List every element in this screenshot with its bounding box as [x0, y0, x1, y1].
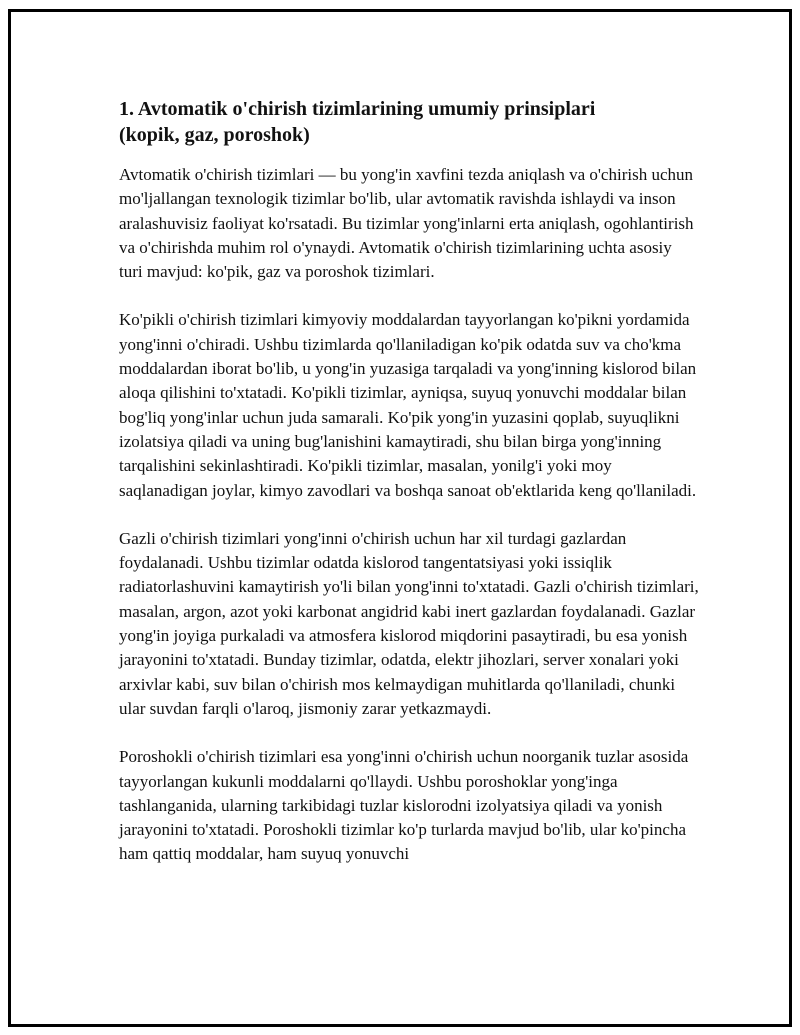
page-frame — [8, 9, 792, 1027]
section-heading-line-2: (kopik, gaz, poroshok) — [119, 124, 310, 146]
paragraph-foam-systems: Ko'pikli o'chirish tizimlari kimyoviy moddalardan tayyorlangan ko'pikni yordamida yong'inni o'chiradi. Ushbu tizimlarda qo'llaniladigan ko'pik odatda suv va cho'kma moddalardan iborat bo'lib, u yong'in yuzasiga tarqaladi va yong'inning kislorod bilan aloqa qilishini to'xtatadi. Ko'pikli tizimlar, ayniqsa, suyuq yonuvchi moddalar bilan bog'liq yong'inlar uchun juda samarali. Ko'pik yong'in yuzasini qoplab, suyuqlikni izolatsiya qiladi va uning bug'lanishini kamaytiradi, shu bilan birga yong'inning tarqalishini sekinlashtiradi. Ko'pikli tizimlar, masalan, yonilg'i yoki moy saqlanadigan joylar, kimyo zavodlari va boshqa sanoat ob'ektlarida keng qo'llaniladi. — [119, 310, 697, 500]
paragraph-powder-systems: Poroshokli o'chirish tizimlari esa yong'inni o'chirish uchun noorganik tuzlar asosida tayyorlangan kukunli moddalarni qo'llaydi. Ushbu poroshoklar yong'inga tashlanganida, ularning tarkibidagi tuzlar kislorodni izolyatsiya qiladi va yonish jarayonini to'xtatadi. Poroshokli tizimlar ko'p turlarda mavjud bo'lib, ular ko'pincha ham qattiq moddalar, ham suyuq yonuvchi — [119, 747, 689, 864]
document-content — [119, 96, 699, 867]
paragraph-gas-systems: Gazli o'chirish tizimlari yong'inni o'chirish uchun har xil turdagi gazlardan foydalanadi. Ushbu tizimlar odatda kislorod tangentatsiyasi yoki issiqlik radiatorlashuvini kamaytirish yo'li bilan yong'inni to'xtatadi. Gazli o'chirish tizimlari, masalan, argon, azot yoki karbonat angidrid kabi inert gazlardan foydalanadi. Gazlar yong'in joyiga purkaladi va atmosfera kislorod miqdorini pasaytiradi, bu esa yonish jarayonini to'xtatadi. Bunday tizimlar, odatda, elektr jihozlari, server xonalari yoki arxivlar kabi, suv bilan o'chirish mos kelmaydigan muhitlarda qo'llaniladi, chunki ular suvdan farqli o'laroq, jismoniy zarar yetkazmaydi. — [119, 528, 699, 718]
section-heading — [119, 96, 699, 148]
section-heading-line-1: 1. Avtomatik o'chirish tizimlarining umumiy prinsiplari — [119, 98, 596, 120]
paragraph-intro: Avtomatik o'chirish tizimlari — bu yong'in xavfini tezda aniqlash va o'chirish uchun mo'ljallangan texnologik tizimlar bo'lib, ular avtomatik ravishda ishlaydi va inson aralashuvisiz faoliyat ko'rsatadi. Bu tizimlar yong'inlarni erta aniqlash, ogohlantirish va o'chirishda muhim rol o'ynaydi. Avtomatik o'chirish tizimlarining uchta asosiy turi mavjud: ko'pik, gaz va poroshok tizimlari. — [119, 165, 694, 282]
